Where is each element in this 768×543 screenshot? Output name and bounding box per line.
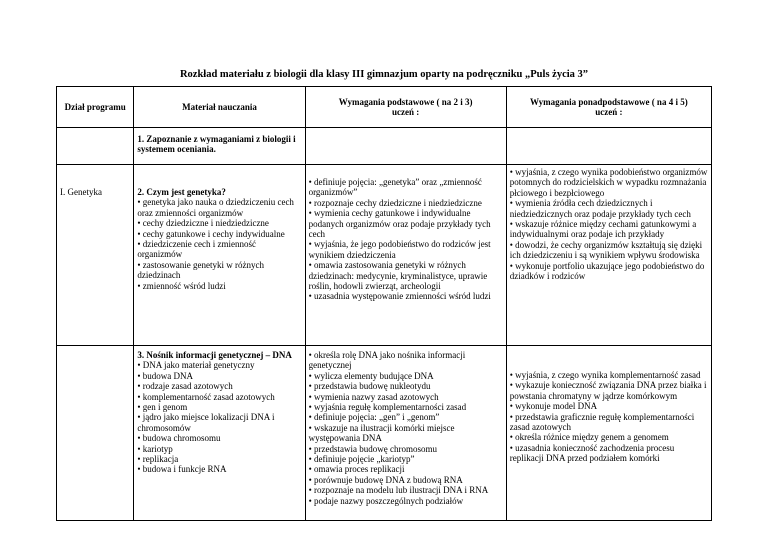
header-row: [57, 87, 712, 128]
list-item: • określa rolę DNA jako nośnika informacji genetycznej: [308, 350, 466, 371]
list-item: • wskazuje na ilustracji komórki miejsce występowania DNA: [308, 422, 455, 444]
header-ponadpodstawowe: Wymagania ponadpodstawowe ( na 4 i 5) uczeń :: [506, 87, 711, 128]
list-item: • DNA jako materiał genetyczny: [137, 360, 255, 371]
section-title: 2. Czym jest genetyka?: [137, 187, 226, 197]
section-dzial: I. Genetyka: [60, 187, 102, 197]
list-item: • definiuje pojęcia: „genetyka” oraz „zmienność organizmów”: [308, 177, 482, 198]
list-item: • wymienia nazwy zasad azotowych: [308, 391, 439, 402]
list-item: • rozpoznaje na modelu lub ilustracji DNA i RNA: [308, 485, 489, 496]
list-item: • wykonuje portfolio ukazujące jego podobieństwo do dziadków i rodziców: [509, 260, 705, 282]
list-item: • gen i genom: [137, 402, 188, 413]
list-item: • wyjaśnia regułę komplementarności zasad: [308, 402, 467, 413]
list-item: • określa różnice między genem a genomem: [509, 432, 669, 443]
list-item: • wyjaśnia, że jego podobieństwo do rodziców jest wynikiem dziedziczenia: [308, 239, 491, 260]
list-item: • porównuje budowę DNA z budową RNA: [308, 474, 463, 485]
list-item: • rozpoznaje cechy dziedziczne i niedziedziczne: [308, 197, 482, 208]
list-item: • uzasadnia konieczność zachodzenia procesu replikacji DNA przed podziałem komórki: [509, 442, 675, 464]
list-item: • wykonuje model DNA: [509, 401, 598, 412]
intro-row: [57, 128, 712, 165]
list-item: • wyjaśnia, z czego wynika komplementarność zasad: [509, 370, 701, 380]
list-item: • zmienność wśród ludzi: [137, 280, 226, 291]
header-podstawowe: Wymagania podstawowe ( na 2 i 3) uczeń :: [305, 87, 506, 128]
list-item: • wyjaśnia, z czego wynika podobieństwo organizmów potomnych do rodzicielskich w wypadku rozmnażania płciowego i bezpłciowego: [509, 167, 708, 198]
list-item: • komplementarność zasad azotowych: [137, 391, 275, 402]
list-item: • dziedziczenie cech i zmienność organizmów: [137, 239, 256, 260]
list-item: • przedstawia budowę nukleotydu: [308, 381, 431, 392]
list-item: • omawia zastosowania genetyki w różnych dziedzinach: medycynie, kryminalistyce, uprawie roślin, hodowli zwierząt, archeologii: [308, 260, 488, 292]
list-item: • uzasadnia występowanie zmienności wśród ludzi: [308, 291, 491, 302]
list-item: • wymienia źródła cech dziedzicznych i niedziedzicznych oraz podaje przykłady tych cech: [509, 198, 691, 219]
section-row: [57, 346, 712, 521]
list-item: • rodzaje zasad azotowych: [137, 381, 233, 392]
list-item: • definiuje pojęcie „kariotyp”: [308, 454, 415, 465]
curriculum-table: [56, 86, 712, 521]
list-item: • budowa DNA: [137, 370, 194, 381]
list-item: • dowodzi, że cechy organizmów kształtują się dzięki ich dziedziczeniu i są wynikiem wpływu środowiska: [509, 239, 703, 261]
header-material: Materiał nauczania: [134, 87, 305, 128]
header-dzial: Dział programu: [57, 87, 134, 128]
list-item: • replikacja: [137, 454, 179, 465]
list-item: • wskazuje różnice między cechami gatunkowymi a indywidualnymi oraz podaje ich przykłady: [509, 219, 697, 240]
list-item: • przedstawia budowę chromosomu: [308, 443, 437, 454]
list-item: • genetyka jako nauka o dziedziczeniu cech oraz zmienności organizmów: [137, 197, 294, 218]
list-item: • podaje nazwy poszczególnych podziałów: [308, 495, 464, 506]
list-item: • omawia proces replikacji: [308, 464, 405, 475]
intro-label: 1. Zapoznanie z wymaganiami z biologii i systemem oceniania.: [137, 134, 296, 155]
list-item: • budowa chromosomu: [137, 433, 221, 444]
list-item: • wykazuje konieczność związania DNA przez białka i powstania chromatyny w jądrze komórkowym: [509, 380, 707, 401]
document-title: Rozkład materiału z biologii dla klasy III gimnazjum oparty na podręczniku „Puls życia 3”: [179, 69, 589, 80]
list-item: • cechy gatunkowe i cechy indywidualne: [137, 228, 285, 239]
list-item: • kariotyp: [137, 443, 173, 454]
list-item: • cechy dziedziczne i niedziedziczne: [137, 218, 269, 229]
list-item: • budowa i funkcje RNA: [137, 464, 227, 475]
list-item: • zastosowanie genetyki w różnych dziedzinach: [137, 259, 264, 281]
section-row: [57, 165, 712, 346]
list-item: • wymienia cechy gatunkowe i indywidualne podanych organizmów oraz podaje przykłady tych cech: [308, 208, 491, 240]
list-item: • jądro jako miejsce lokalizacji DNA i chromosomów: [137, 412, 275, 433]
list-item: • przedstawia graficznie regułę komplementarności zasad azotowych: [509, 411, 695, 433]
list-item: • wylicza elementy budujące DNA: [308, 370, 434, 381]
section-title: 3. Nośnik informacji genetycznej – DNA: [137, 350, 292, 360]
list-item: • definiuje pojęcia: „gen” i „genom”: [308, 412, 440, 423]
